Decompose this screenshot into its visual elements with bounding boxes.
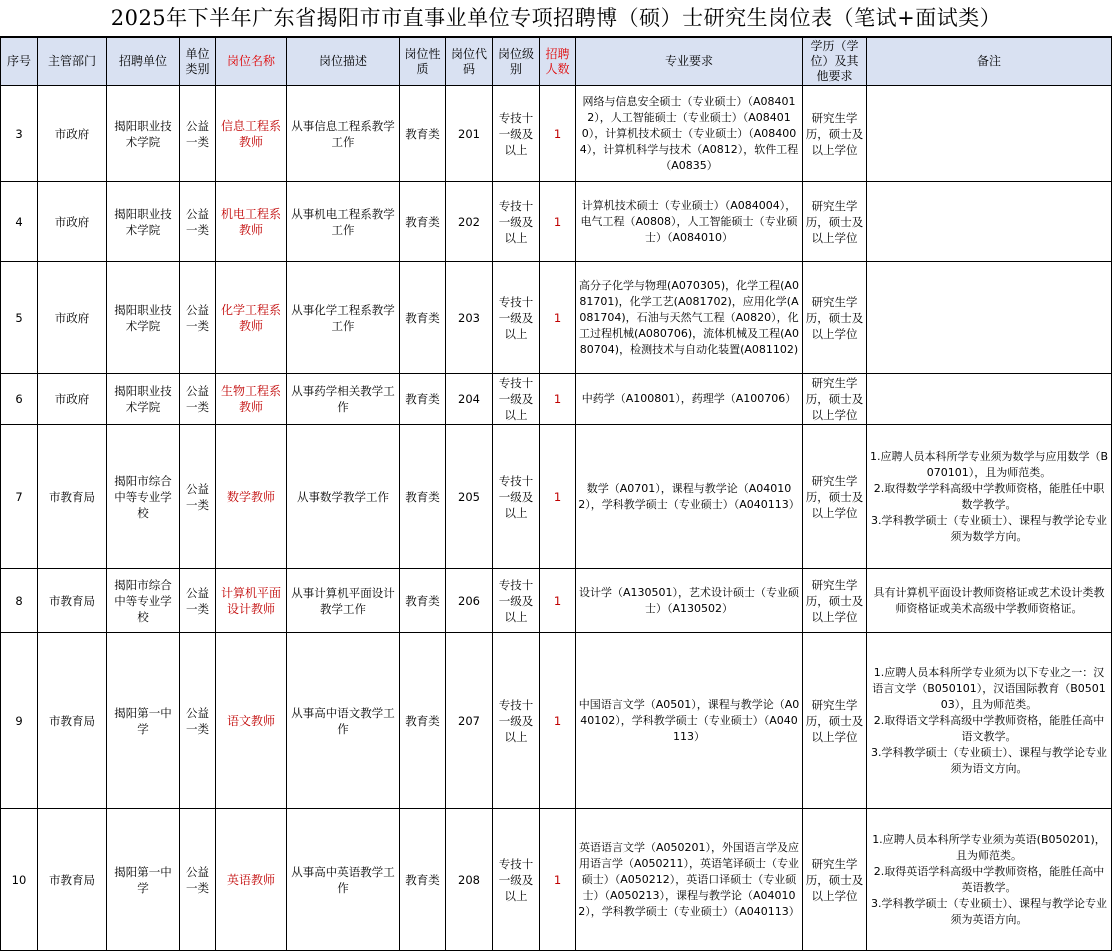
- cell-count[interactable]: 1: [540, 809, 576, 951]
- cell-unit-type[interactable]: 公益一类: [180, 86, 216, 182]
- cell-desc[interactable]: 从事高中语文教学工作: [287, 633, 400, 809]
- cell-remark[interactable]: 具有计算机平面设计教师资格证或艺术设计类教师资格证或美术高级中学教师资格证。: [867, 569, 1112, 633]
- cell-major[interactable]: 网络与信息安全硕士（专业硕士）（A084012），人工智能硕士（专业硕士）（A084010），计算机技术硕士（专业硕士）（A084004），计算机科学与技术（A0812），软件工程（A0835）: [576, 86, 803, 182]
- cell-position[interactable]: 英语教师: [216, 809, 287, 951]
- cell-level[interactable]: 专技十一级及以上: [493, 182, 540, 262]
- cell-position[interactable]: 计算机平面设计教师: [216, 569, 287, 633]
- cell-code[interactable]: 203: [446, 262, 493, 374]
- table-row[interactable]: [1, 262, 1112, 374]
- cell-code[interactable]: 206: [446, 569, 493, 633]
- cell-level[interactable]: 专技十一级及以上: [493, 633, 540, 809]
- header-code: 岗位代码: [446, 38, 493, 86]
- cell-seq[interactable]: 9: [1, 633, 38, 809]
- cell-code[interactable]: 201: [446, 86, 493, 182]
- cell-dept[interactable]: 市教育局: [38, 809, 107, 951]
- cell-desc[interactable]: 从事药学相关教学工作: [287, 374, 400, 425]
- cell-level[interactable]: 专技十一级及以上: [493, 86, 540, 182]
- cell-remark[interactable]: [867, 374, 1112, 425]
- cell-unit[interactable]: 揭阳职业技术学院: [107, 262, 180, 374]
- cell-code[interactable]: 204: [446, 374, 493, 425]
- cell-major[interactable]: 数学（A0701），课程与教学论（A040102），学科教学硕士（专业硕士）（A040113）: [576, 425, 803, 569]
- cell-nature[interactable]: 教育类: [400, 633, 446, 809]
- cell-unit[interactable]: 揭阳职业技术学院: [107, 86, 180, 182]
- cell-edu[interactable]: 研究生学历，硕士及以上学位: [803, 809, 867, 951]
- positions-table: [0, 37, 1112, 951]
- cell-seq[interactable]: 7: [1, 425, 38, 569]
- cell-remark[interactable]: 1.应聘人员本科所学专业须为以下专业之一：汉语言文学（B050101），汉语国际教育（B050103），且为师范类。 2.取得语文学科高级中学教师资格，能胜任高中语文教学。 3.学科教学硕士（专业硕士）、课程与教学论专业须为语文方向。: [867, 633, 1112, 809]
- cell-edu[interactable]: 研究生学历，硕士及以上学位: [803, 262, 867, 374]
- cell-unit[interactable]: 揭阳市综合中等专业学校: [107, 425, 180, 569]
- cell-level[interactable]: 专技十一级及以上: [493, 809, 540, 951]
- cell-desc[interactable]: 从事信息工程系教学工作: [287, 86, 400, 182]
- cell-edu[interactable]: 研究生学历，硕士及以上学位: [803, 374, 867, 425]
- cell-dept[interactable]: 市政府: [38, 86, 107, 182]
- cell-level[interactable]: 专技十一级及以上: [493, 262, 540, 374]
- table-row[interactable]: [1, 809, 1112, 951]
- cell-nature[interactable]: 教育类: [400, 809, 446, 951]
- cell-unit[interactable]: 揭阳第一中学: [107, 809, 180, 951]
- cell-seq[interactable]: 8: [1, 569, 38, 633]
- cell-edu[interactable]: 研究生学历，硕士及以上学位: [803, 569, 867, 633]
- cell-major[interactable]: 中药学（A100801），药理学（A100706）: [576, 374, 803, 425]
- cell-remark[interactable]: [867, 262, 1112, 374]
- cell-unit-type[interactable]: 公益一类: [180, 182, 216, 262]
- header-dept: 主管部门: [38, 38, 107, 86]
- cell-code[interactable]: 207: [446, 633, 493, 809]
- cell-dept[interactable]: 市政府: [38, 182, 107, 262]
- cell-seq[interactable]: 10: [1, 809, 38, 951]
- header-position: 岗位名称: [216, 38, 287, 86]
- table-row[interactable]: [1, 569, 1112, 633]
- cell-position[interactable]: 数学教师: [216, 425, 287, 569]
- cell-nature[interactable]: 教育类: [400, 569, 446, 633]
- cell-code[interactable]: 202: [446, 182, 493, 262]
- table-row[interactable]: [1, 374, 1112, 425]
- cell-seq[interactable]: 6: [1, 374, 38, 425]
- header-desc: 岗位描述: [287, 38, 400, 86]
- cell-level[interactable]: 专技十一级及以上: [493, 569, 540, 633]
- sheet-title: 2025年下半年广东省揭阳市市直事业单位专项招聘博（硕）士研究生岗位表（笔试+面试类）: [0, 0, 1112, 37]
- cell-level[interactable]: 专技十一级及以上: [493, 374, 540, 425]
- cell-seq[interactable]: 4: [1, 182, 38, 262]
- cell-level[interactable]: 专技十一级及以上: [493, 425, 540, 569]
- cell-position[interactable]: 信息工程系教师: [216, 86, 287, 182]
- header-remark: 备注: [867, 38, 1112, 86]
- cell-nature[interactable]: 教育类: [400, 86, 446, 182]
- cell-edu[interactable]: 研究生学历，硕士及以上学位: [803, 633, 867, 809]
- cell-dept[interactable]: 市政府: [38, 262, 107, 374]
- cell-unit[interactable]: 揭阳市综合中等专业学校: [107, 569, 180, 633]
- header-major: 专业要求: [576, 38, 803, 86]
- table-row[interactable]: [1, 182, 1112, 262]
- cell-unit[interactable]: 揭阳第一中学: [107, 633, 180, 809]
- cell-nature[interactable]: 教育类: [400, 262, 446, 374]
- cell-desc[interactable]: 从事机电工程系教学工作: [287, 182, 400, 262]
- cell-dept[interactable]: 市政府: [38, 374, 107, 425]
- cell-desc[interactable]: 从事计算机平面设计教学工作: [287, 569, 400, 633]
- cell-desc[interactable]: 从事数学教学工作: [287, 425, 400, 569]
- cell-desc[interactable]: 从事化学工程系教学工作: [287, 262, 400, 374]
- cell-desc[interactable]: 从事高中英语教学工作: [287, 809, 400, 951]
- cell-dept[interactable]: 市教育局: [38, 569, 107, 633]
- cell-unit[interactable]: 揭阳职业技术学院: [107, 182, 180, 262]
- cell-code[interactable]: 208: [446, 809, 493, 951]
- cell-major[interactable]: 高分子化学与物理(A070305)，化学工程(A081701)，化学工艺(A081702)，应用化学(A081704)，石油与天然气工程（A0820），化工过程机械(A080706)，流体机械及工程(A080704)，检测技术与自动化装置(A081102): [576, 262, 803, 374]
- header-level: 岗位级别: [493, 38, 540, 86]
- cell-unit-type[interactable]: 公益一类: [180, 569, 216, 633]
- cell-code[interactable]: 205: [446, 425, 493, 569]
- cell-nature[interactable]: 教育类: [400, 425, 446, 569]
- cell-count[interactable]: 1: [540, 633, 576, 809]
- header-nature: 岗位性质: [400, 38, 446, 86]
- cell-unit-type[interactable]: 公益一类: [180, 425, 216, 569]
- cell-count[interactable]: 1: [540, 182, 576, 262]
- cell-remark[interactable]: 1.应聘人员本科所学专业须为数学与应用数学（B070101），且为师范类。 2.取得数学学科高级中学教师资格，能胜任中职数学教学。 3.学科教学硕士（专业硕士）、课程与教学论专业须为数学方向。: [867, 425, 1112, 569]
- cell-position[interactable]: 化学工程系教师: [216, 262, 287, 374]
- cell-seq[interactable]: 5: [1, 262, 38, 374]
- table-row[interactable]: [1, 633, 1112, 809]
- cell-major[interactable]: 设计学（A130501），艺术设计硕士（专业硕士）（A130502）: [576, 569, 803, 633]
- cell-unit-type[interactable]: 公益一类: [180, 262, 216, 374]
- cell-nature[interactable]: 教育类: [400, 374, 446, 425]
- cell-edu[interactable]: 研究生学历，硕士及以上学位: [803, 86, 867, 182]
- cell-dept[interactable]: 市教育局: [38, 633, 107, 809]
- header-edu: 学历（学位）及其他要求: [803, 38, 867, 86]
- header-unit-type: 单位类别: [180, 38, 216, 86]
- header-seq: 序号: [1, 38, 38, 86]
- cell-unit-type[interactable]: 公益一类: [180, 374, 216, 425]
- table-row[interactable]: [1, 86, 1112, 182]
- cell-nature[interactable]: 教育类: [400, 182, 446, 262]
- table-row[interactable]: [1, 425, 1112, 569]
- header-unit: 招聘单位: [107, 38, 180, 86]
- cell-position[interactable]: 机电工程系教师: [216, 182, 287, 262]
- cell-position[interactable]: 语文教师: [216, 633, 287, 809]
- cell-edu[interactable]: 研究生学历，硕士及以上学位: [803, 425, 867, 569]
- cell-remark[interactable]: [867, 86, 1112, 182]
- header-count: 招聘人数: [540, 38, 576, 86]
- cell-position[interactable]: 生物工程系教师: [216, 374, 287, 425]
- cell-edu[interactable]: 研究生学历，硕士及以上学位: [803, 182, 867, 262]
- table-header-row: [1, 38, 1112, 86]
- cell-dept[interactable]: 市教育局: [38, 425, 107, 569]
- cell-count[interactable]: 1: [540, 425, 576, 569]
- cell-remark[interactable]: 1.应聘人员本科所学专业须为英语(B050201)，且为师范类。 2.取得英语学科高级中学教师资格，能胜任高中英语教学。 3.学科教学硕士（专业硕士）、课程与教学论专业须为英语方向。: [867, 809, 1112, 951]
- cell-unit-type[interactable]: 公益一类: [180, 633, 216, 809]
- cell-remark[interactable]: [867, 182, 1112, 262]
- cell-major[interactable]: 英语语言文学（A050201），外国语言学及应用语言学（A050211），英语笔译硕士（专业硕士）（A050212），英语口译硕士（专业硕士）（A050213），课程与教学论（A040102），学科教学硕士（专业硕士）（A040113）: [576, 809, 803, 951]
- cell-count[interactable]: 1: [540, 262, 576, 374]
- cell-seq[interactable]: 3: [1, 86, 38, 182]
- cell-major[interactable]: 中国语言文学（A0501），课程与教学论（A040102），学科教学硕士（专业硕士）（A040113）: [576, 633, 803, 809]
- cell-unit-type[interactable]: 公益一类: [180, 809, 216, 951]
- cell-count[interactable]: 1: [540, 374, 576, 425]
- cell-count[interactable]: 1: [540, 569, 576, 633]
- cell-count[interactable]: 1: [540, 86, 576, 182]
- cell-unit[interactable]: 揭阳职业技术学院: [107, 374, 180, 425]
- cell-major[interactable]: 计算机技术硕士（专业硕士）（A084004），电气工程（A0808），人工智能硕士（专业硕士）（A084010）: [576, 182, 803, 262]
